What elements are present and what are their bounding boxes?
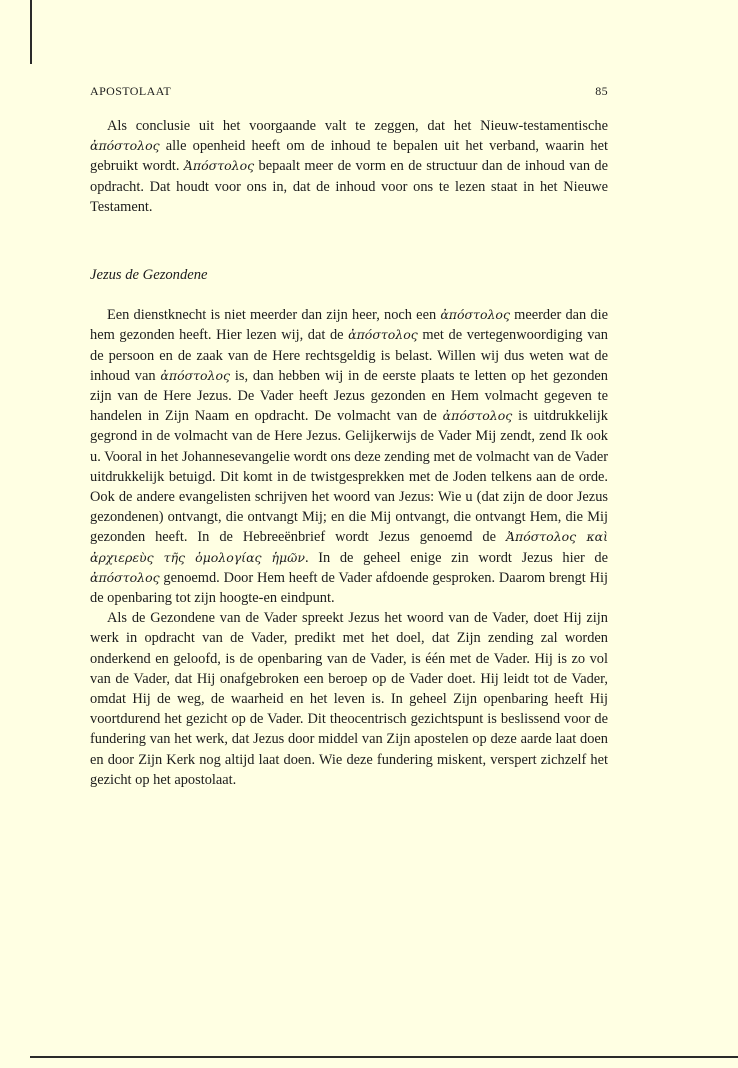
paragraph-dienstknecht: [90, 305, 608, 608]
text-run: is uitdrukkelijk gegrond in de volmacht van de Here Jezus. Gelijkerwijs de Vader Mij zendt, zend Ik ook u. Vooral in het Johannesevangelie wordt ons deze zending met de volmacht van de Vader uitdrukkelijk betuigd. Dit komt in de twistgesprekken met de Joden telkens aan de orde. Ook de andere evangelisten schrijven het woord van Jezus: Wie u (dat zijn de door Jezus gezondenen) ontvangt, die ontvangt Mij; en die Mij ontvangt, die ontvangt Hem, die Mij gezonden heeft. In de Hebreeënbrief wordt Jezus genoemd de: [90, 408, 608, 546]
text-run: met de vertegenwoordiging van de persoon en de zaak van de Here rechtsgeldig is belast. Willen wij dus weten wat de inhoud van: [90, 327, 608, 384]
paragraph-conclusion: [90, 116, 608, 217]
running-header: [90, 84, 608, 99]
text-run: genoemd. Door Hem heeft de Vader afdoende gesproken. Daarom brengt Hij de openbaring tot zijn hoogte-en eindpunt.: [90, 569, 608, 607]
greek-term: ἀπόστολος: [160, 367, 231, 383]
greek-term: ἀπόστολος: [90, 569, 160, 585]
text-run: Als de Gezondene van de Vader spreekt Jezus het woord van de Vader, doet Hij zijn werk in opdracht van de Vader, predikt met het doel, dat Zijn zending zal worden onderkend en geloofd, is de openbaring van de Vader, is één met de Vader. Hij is zo vol van de Vader, dat Hij onafgebroken een beroep op de Vader doet. Hij leidt tot de Vader, omdat Hij de weg, de waarheid en het leven is. In geheel Zijn openbaring heeft Hij voortdurend het gezicht op de Vader. Dit theocentrisch gezichtspunt is beslissend voor de fundering van het werk, dat Jezus door middel van Zijn apostelen op deze aarde laat doen en door Zijn Kerk nog altijd laat doen. Wie deze fundering miskent, verspert zichzelf het gezicht op het apostolaat.: [90, 610, 608, 788]
greek-term: ἀπόστολος: [90, 138, 160, 154]
text-run: is, dan hebben wij in de eerste plaats te letten op het gezonden zijn van de Here Jezus. De Vader heeft Jezus gezonden en Hem volmacht gegeven te handelen in Zijn Naam en opdracht. De volmacht van de: [90, 367, 608, 425]
text-run: Een dienstknecht is niet meerder dan zijn heer, noch een: [107, 307, 441, 324]
page-number: 85: [595, 84, 608, 98]
text-run: bepaalt meer de vorm en de structuur dan de inhoud van de opdracht. Dat houdt voor ons in, dat de inhoud voor ons te lezen staat in het Nieuwe Testament.: [90, 158, 608, 215]
text-run: meerder dan die hem gezonden heeft. Hier lezen wij, dat de: [90, 307, 608, 344]
scan-border-bottom: [30, 1056, 738, 1058]
greek-term: Ἀπόστολος: [183, 158, 255, 174]
paragraph-gezondene: [90, 608, 608, 790]
scan-border-left: [30, 0, 32, 64]
text-run: alle openheid heeft om de inhoud te bepalen uit het verband, waarin het gebruikt wordt.: [90, 138, 608, 175]
text-run: Als conclusie uit het voorgaande valt te zeggen, dat het Nieuw-testamentische: [107, 118, 608, 134]
greek-term: ἀπόστολος: [440, 307, 510, 323]
greek-term: ἀπόστολος: [442, 408, 513, 424]
running-title: APOSTOLAAT: [90, 84, 172, 98]
page-body: [90, 116, 608, 790]
text-run: . In de geheel enige zin wordt Jezus hier de: [304, 549, 609, 566]
greek-term: ἀπόστολος: [348, 327, 418, 343]
section-heading: Jezus de Gezondene: [90, 267, 208, 284]
greek-phrase: Ἀπόστολος καὶ ἀρχιερεὺς τῆς ὁμολογίας ἡμῶν: [90, 529, 609, 565]
